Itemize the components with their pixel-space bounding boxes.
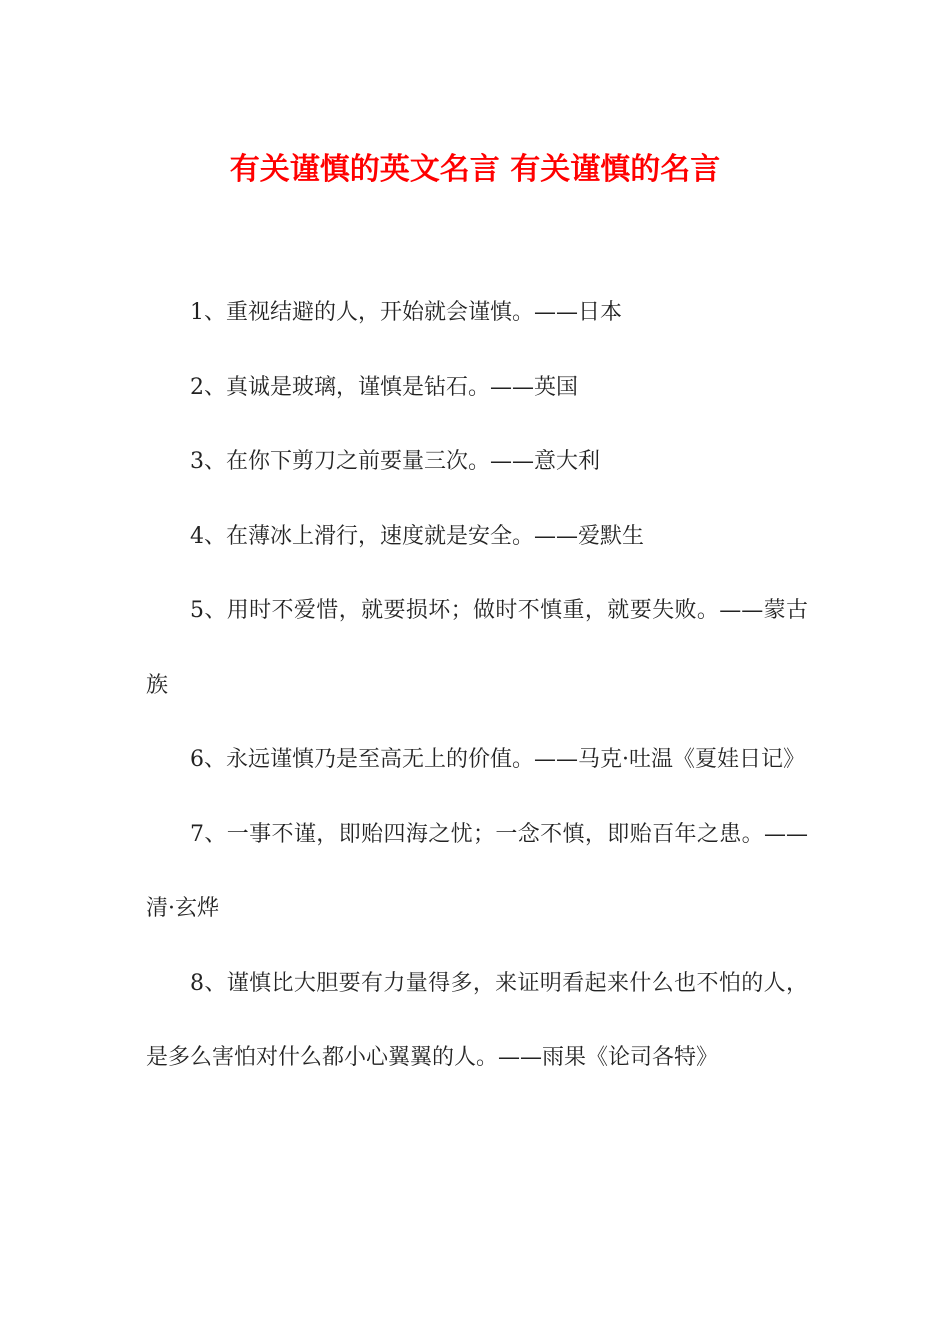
quote-item-4: 4、在薄冰上滑行，速度就是安全。——爱默生 (190, 523, 644, 549)
quote-item-5: 5、用时不爱惜，就要损坏；做时不慎重，就要失败。——蒙古族 (146, 598, 808, 698)
quote-item-2: 2、真诚是玻璃，谨慎是钻石。——英国 (190, 374, 578, 400)
quote-item-3: 3、在你下剪刀之前要量三次。——意大利 (190, 449, 600, 474)
page-title: 有关谨慎的英文名言 有关谨慎的名言 (229, 152, 721, 187)
quote-item-1: 1、重视结避的人，开始就会谨慎。——日本 (190, 300, 622, 325)
quote-list (146, 276, 808, 1096)
quote-item-6: 6、永远谨慎乃是至高无上的价值。——马克·吐温《夏娃日记》 (190, 747, 805, 772)
quote-item-8: 8、谨慎比大胆要有力量得多，来证明看起来什么也不怕的人，是多么害怕对什么都小心翼翼的人。——雨果《论司各特》 (146, 970, 808, 1070)
quote-item-7: 7、一事不谨，即贻四海之忧；一念不慎，即贻百年之患。——清·玄烨 (146, 821, 808, 921)
